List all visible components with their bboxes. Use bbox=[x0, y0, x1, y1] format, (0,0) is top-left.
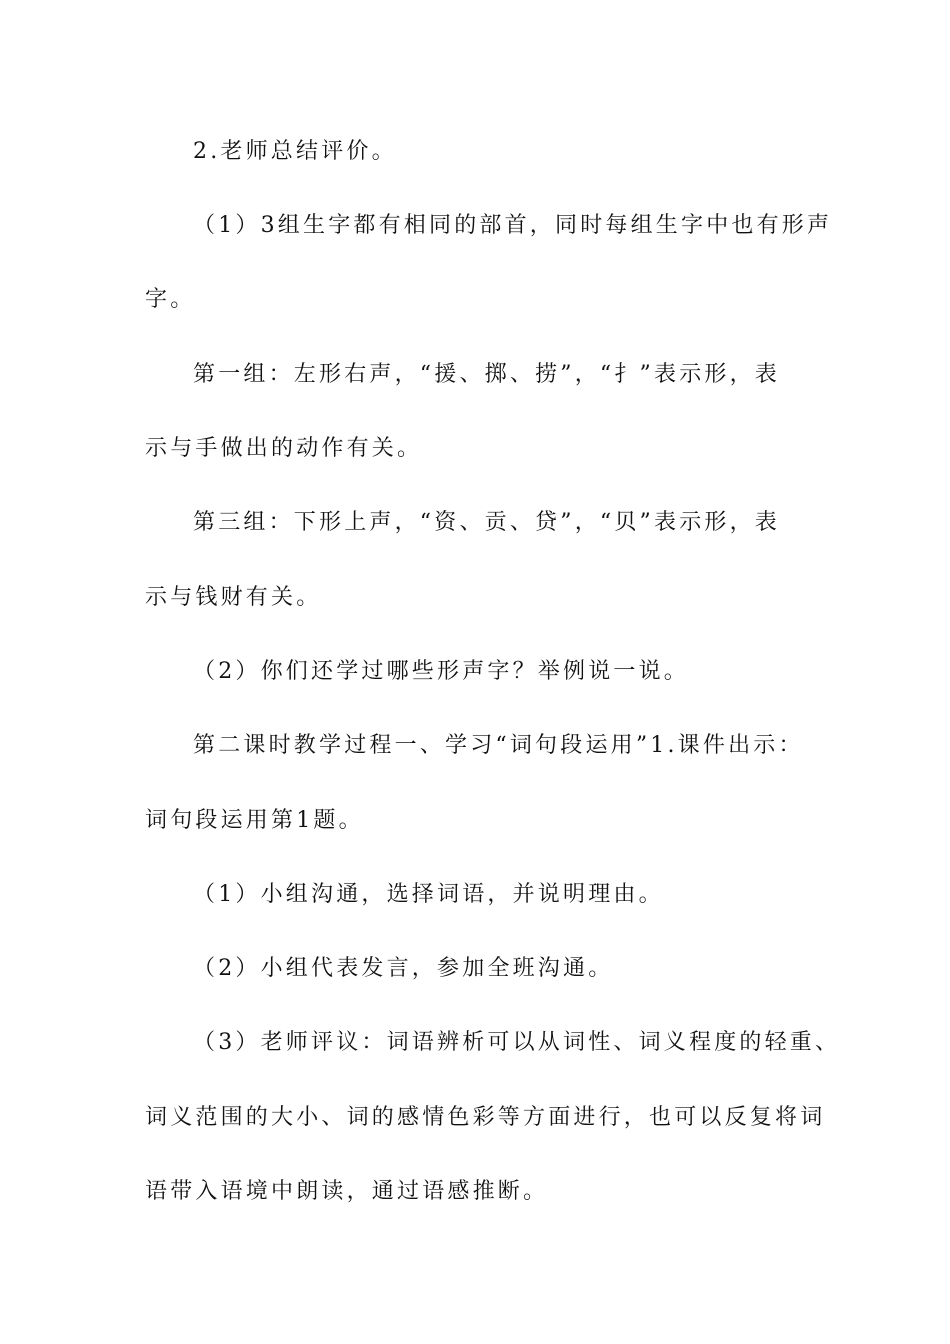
paragraph-step-1: （1）小组沟通，选择词语，并说明理由。 bbox=[193, 882, 664, 907]
paragraph-second-lesson-line-1: 第二课时教学过程一、学习“词句段运用”1.课件出示： bbox=[193, 733, 804, 758]
paragraph-group-three-line-1: 第三组：下形上声，“资、贡、贷”，“贝”表示形，表 bbox=[193, 510, 780, 535]
paragraph-second-lesson-line-2: 词句段运用第1题。 bbox=[145, 808, 364, 833]
paragraph-group-one-line-1: 第一组：左形右声，“援、掷、捞”，“扌”表示形，表 bbox=[193, 362, 780, 387]
paragraph-point-1-line-1: （1）3组生字都有相同的部首，同时每组生字中也有形声 bbox=[193, 213, 833, 238]
paragraph-teacher-summary-heading: 2.老师总结评价。 bbox=[193, 139, 397, 164]
paragraph-step-3-line-3: 语带入语境中朗读，通过语感推断。 bbox=[145, 1179, 549, 1204]
paragraph-step-2: （2）小组代表发言，参加全班沟通。 bbox=[193, 956, 614, 981]
paragraph-step-3-line-2: 词义范围的大小、词的感情色彩等方面进行，也可以反复将词 bbox=[145, 1105, 826, 1130]
paragraph-point-2: （2）你们还学过哪些形声字？举例说一说。 bbox=[193, 659, 689, 684]
paragraph-group-one-line-2: 示与手做出的动作有关。 bbox=[145, 436, 423, 461]
paragraph-point-1-line-2: 字。 bbox=[145, 287, 196, 312]
paragraph-group-three-line-2: 示与钱财有关。 bbox=[145, 585, 322, 610]
paragraph-step-3-line-1: （3）老师评议：词语辨析可以从词性、词义程度的轻重、 bbox=[193, 1030, 841, 1055]
